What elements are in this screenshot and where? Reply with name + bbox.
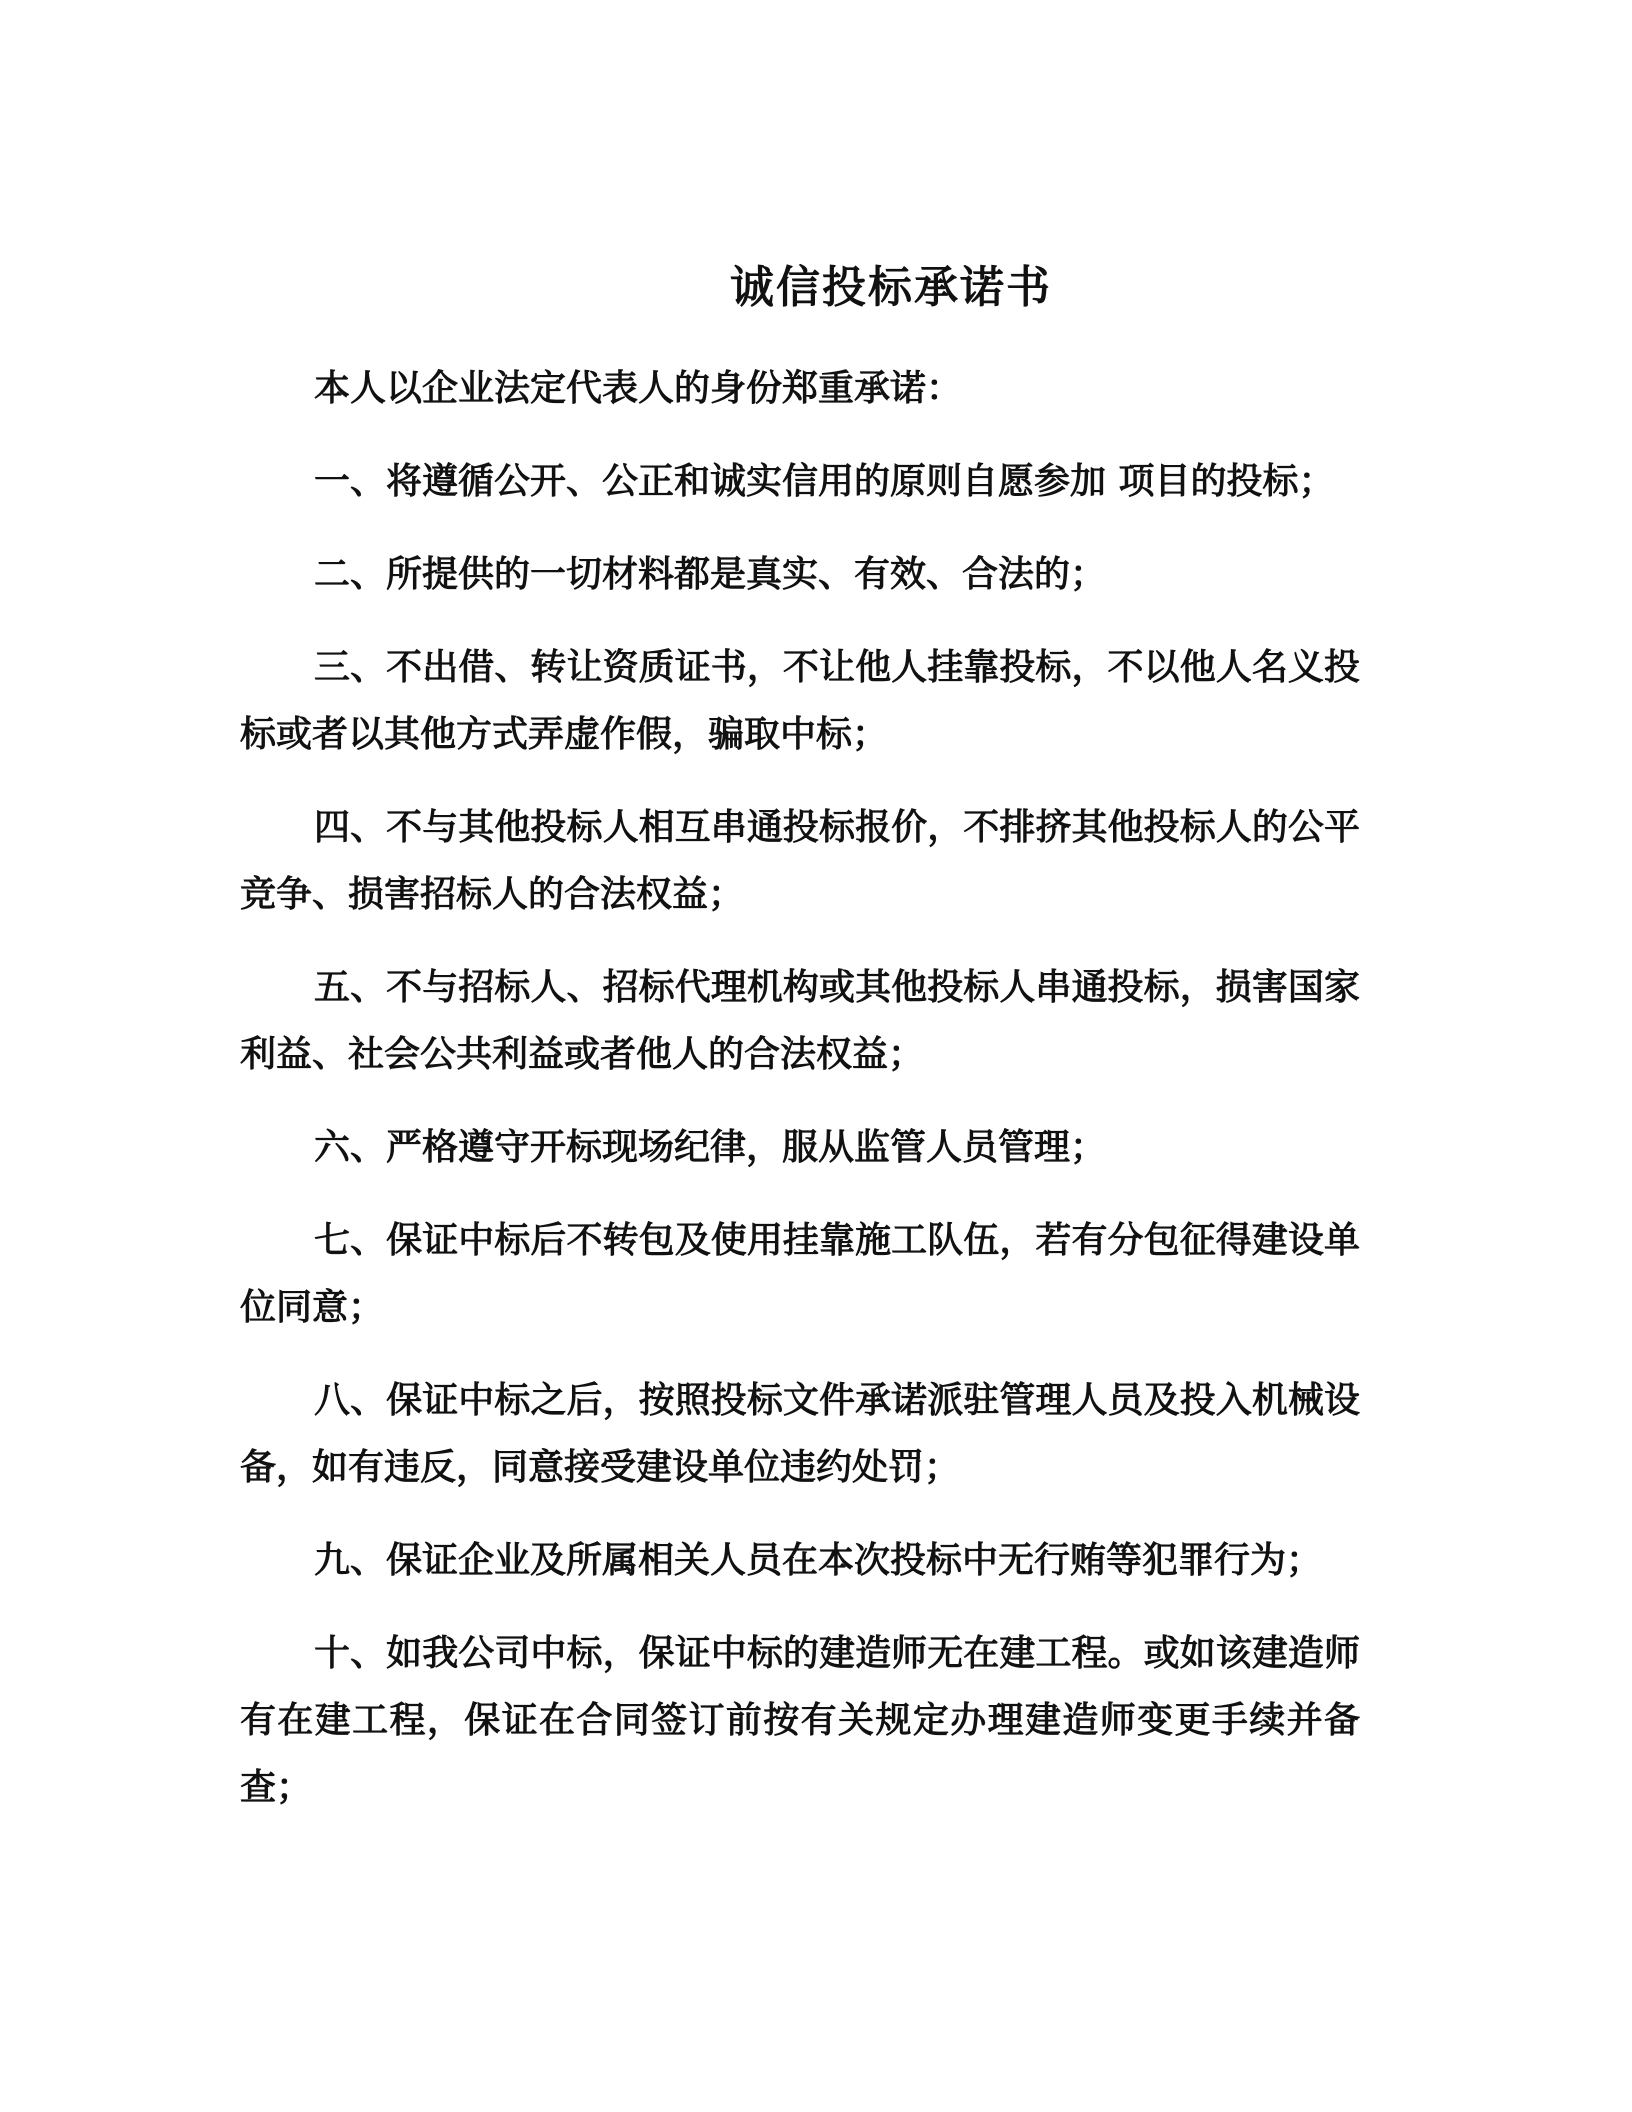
commitment-item: 九、保证企业及所属相关人员在本次投标中无行贿等犯罪行为； (314, 1540, 1323, 1581)
document-body (240, 355, 1360, 1847)
commitment-item: 五、不与招标人、招标代理机构或其他投标人串通投标，损害国家利益、社会公共利益或者他人的合法权益； (240, 967, 1360, 1075)
commitment-item: 八、保证中标之后，按照投标文件承诺派驻管理人员及投入机械设备，如有违反，同意接受建设单位违约处罚； (240, 1380, 1360, 1488)
commitment-item: 三、不出借、转让资质证书，不让他人挂靠投标，不以他人名义投标或者以其他方式弄虚作假，骗取中标； (240, 647, 1360, 755)
commitment-item: 二、所提供的一切材料都是真实、有效、合法的； (314, 554, 1107, 595)
commitment-item: 四、不与其他投标人相互串通投标报价，不排挤其他投标人的公平竞争、损害招标人的合法权益； (240, 807, 1360, 915)
commitment-item: 七、保证中标后不转包及使用挂靠施工队伍，若有分包征得建设单位同意； (240, 1220, 1360, 1328)
commitment-item: 六、严格遵守开标现场纪律，服从监管人员管理； (314, 1127, 1107, 1168)
commitment-item: 一、将遵循公开、公正和诚实信用的原则自愿参加 项目的投标； (314, 461, 1335, 502)
intro-paragraph: 本人以企业法定代表人的身份郑重承诺： (314, 368, 963, 409)
document-title: 诚信投标承诺书 (730, 262, 1052, 313)
commitment-item: 十、如我公司中标，保证中标的建造师无在建工程。或如该建造师有在建工程，保证在合同签订前按有关规定办理建造师变更手续并备查； (240, 1633, 1360, 1808)
